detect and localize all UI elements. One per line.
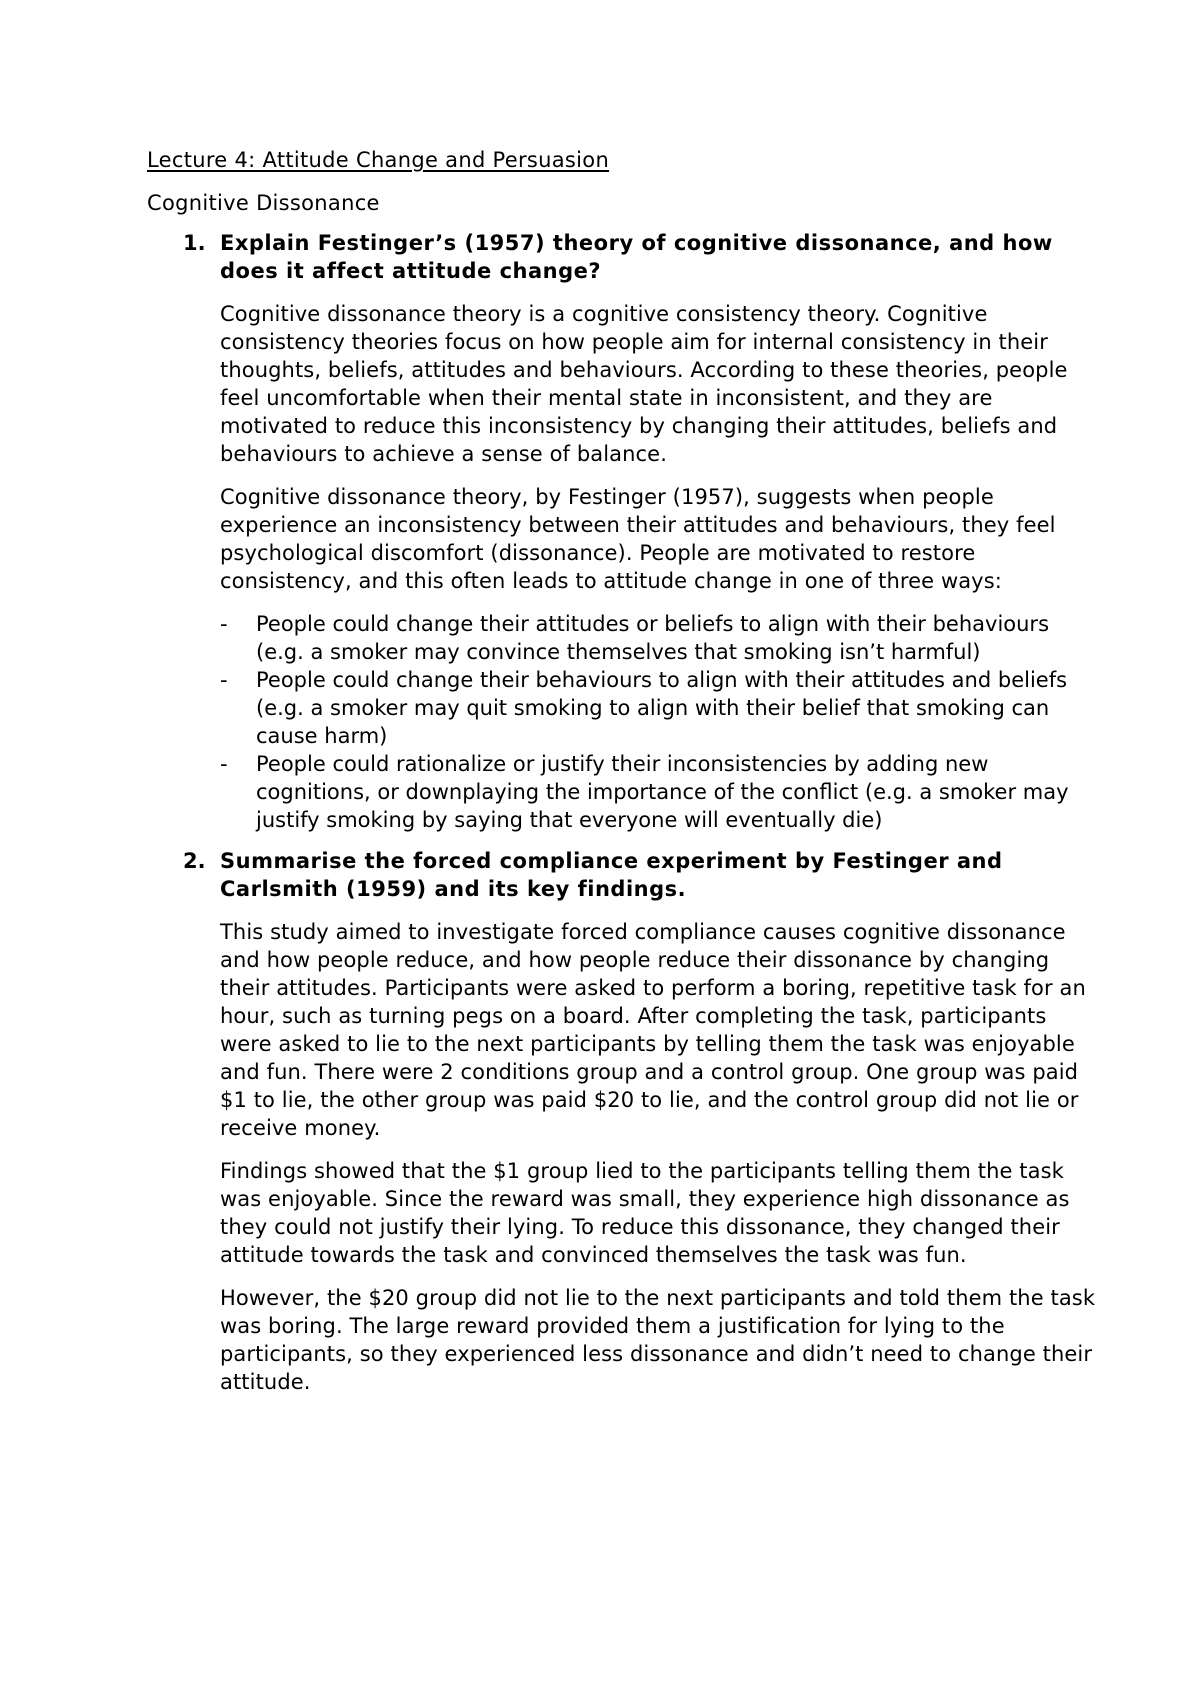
document-content — [147, 146, 1097, 1411]
list-item — [220, 610, 1097, 666]
lecture-title: Lecture 4: Attitude Change and Persuasion — [147, 148, 610, 172]
answer-paragraph: Cognitive dissonance theory is a cognitive consistency theory. Cognitive consistency theories focus on how people aim for internal consistency in their thoughts, beliefs, attitudes and behaviours. According to these theories, people feel uncomfortable when their mental state in inconsistent, and they are motivated to reduce this inconsistency by changing their attitudes, beliefs and behaviours to achieve a sense of balance. — [220, 302, 1068, 466]
section-heading: Cognitive Dissonance — [147, 191, 380, 215]
question-number: 2. — [183, 849, 206, 873]
bullet-text: People could change their behaviours to align with their attitudes and beliefs (e.g. a smoker may quit smoking to align with their belief that smoking can cause harm) — [256, 668, 1068, 748]
bullet-marker: - — [220, 668, 228, 692]
question-2 — [147, 847, 1097, 1411]
list-item — [220, 666, 1097, 750]
answer-paragraph: This study aimed to investigate forced compliance causes cognitive dissonance and how people reduce, and how people reduce their dissonance by changing their attitudes. Participants were asked to perform a boring, repetitive task for an hour, such as turning pegs on a board. After completing the task, participants were asked to lie to the next participants by telling them the task was enjoyable and fun. There were 2 conditions group and a control group. One group was paid $1 to lie, the other group was paid $20 to lie, and the control group did not lie or receive money. — [220, 920, 1086, 1140]
bullet-list — [220, 610, 1097, 834]
question-body — [220, 847, 1097, 1411]
bullet-marker: - — [220, 752, 228, 776]
question-1 — [147, 229, 1097, 847]
question-body — [220, 229, 1097, 847]
bullet-marker: - — [220, 612, 228, 636]
bullet-text: People could change their attitudes or beliefs to align with their behaviours (e.g. a smoker may convince themselves that smoking isn’t harmful) — [256, 612, 1050, 664]
bullet-text: People could rationalize or justify their inconsistencies by adding new cognitions, or downplaying the importance of the conflict (e.g. a smoker may justify smoking by saying that everyone will eventually die) — [256, 752, 1069, 832]
answer-paragraph: Cognitive dissonance theory, by Festinger (1957), suggests when people experience an inconsistency between their attitudes and behaviours, they feel psychological discomfort (dissonance). People are motivated to restore consistency, and this often leads to attitude change in one of three ways: — [220, 485, 1056, 593]
list-item — [220, 750, 1097, 834]
question-text: Summarise the forced compliance experiment by Festinger and Carlsmith (1959) and its key findings. — [220, 849, 1003, 901]
question-text: Explain Festinger’s (1957) theory of cognitive dissonance, and how does it affect attitude change? — [220, 231, 1053, 283]
answer-paragraph: Findings showed that the $1 group lied to the participants telling them the task was enjoyable. Since the reward was small, they experience high dissonance as they could not justify their lying. To reduce this dissonance, they changed their attitude towards the task and convinced themselves the task was fun. — [220, 1159, 1070, 1267]
question-number: 1. — [183, 231, 206, 255]
answer-paragraph: However, the $20 group did not lie to the next participants and told them the task was boring. The large reward provided them a justification for lying to the participants, so they experienced less dissonance and didn’t need to change their attitude. — [220, 1286, 1096, 1394]
